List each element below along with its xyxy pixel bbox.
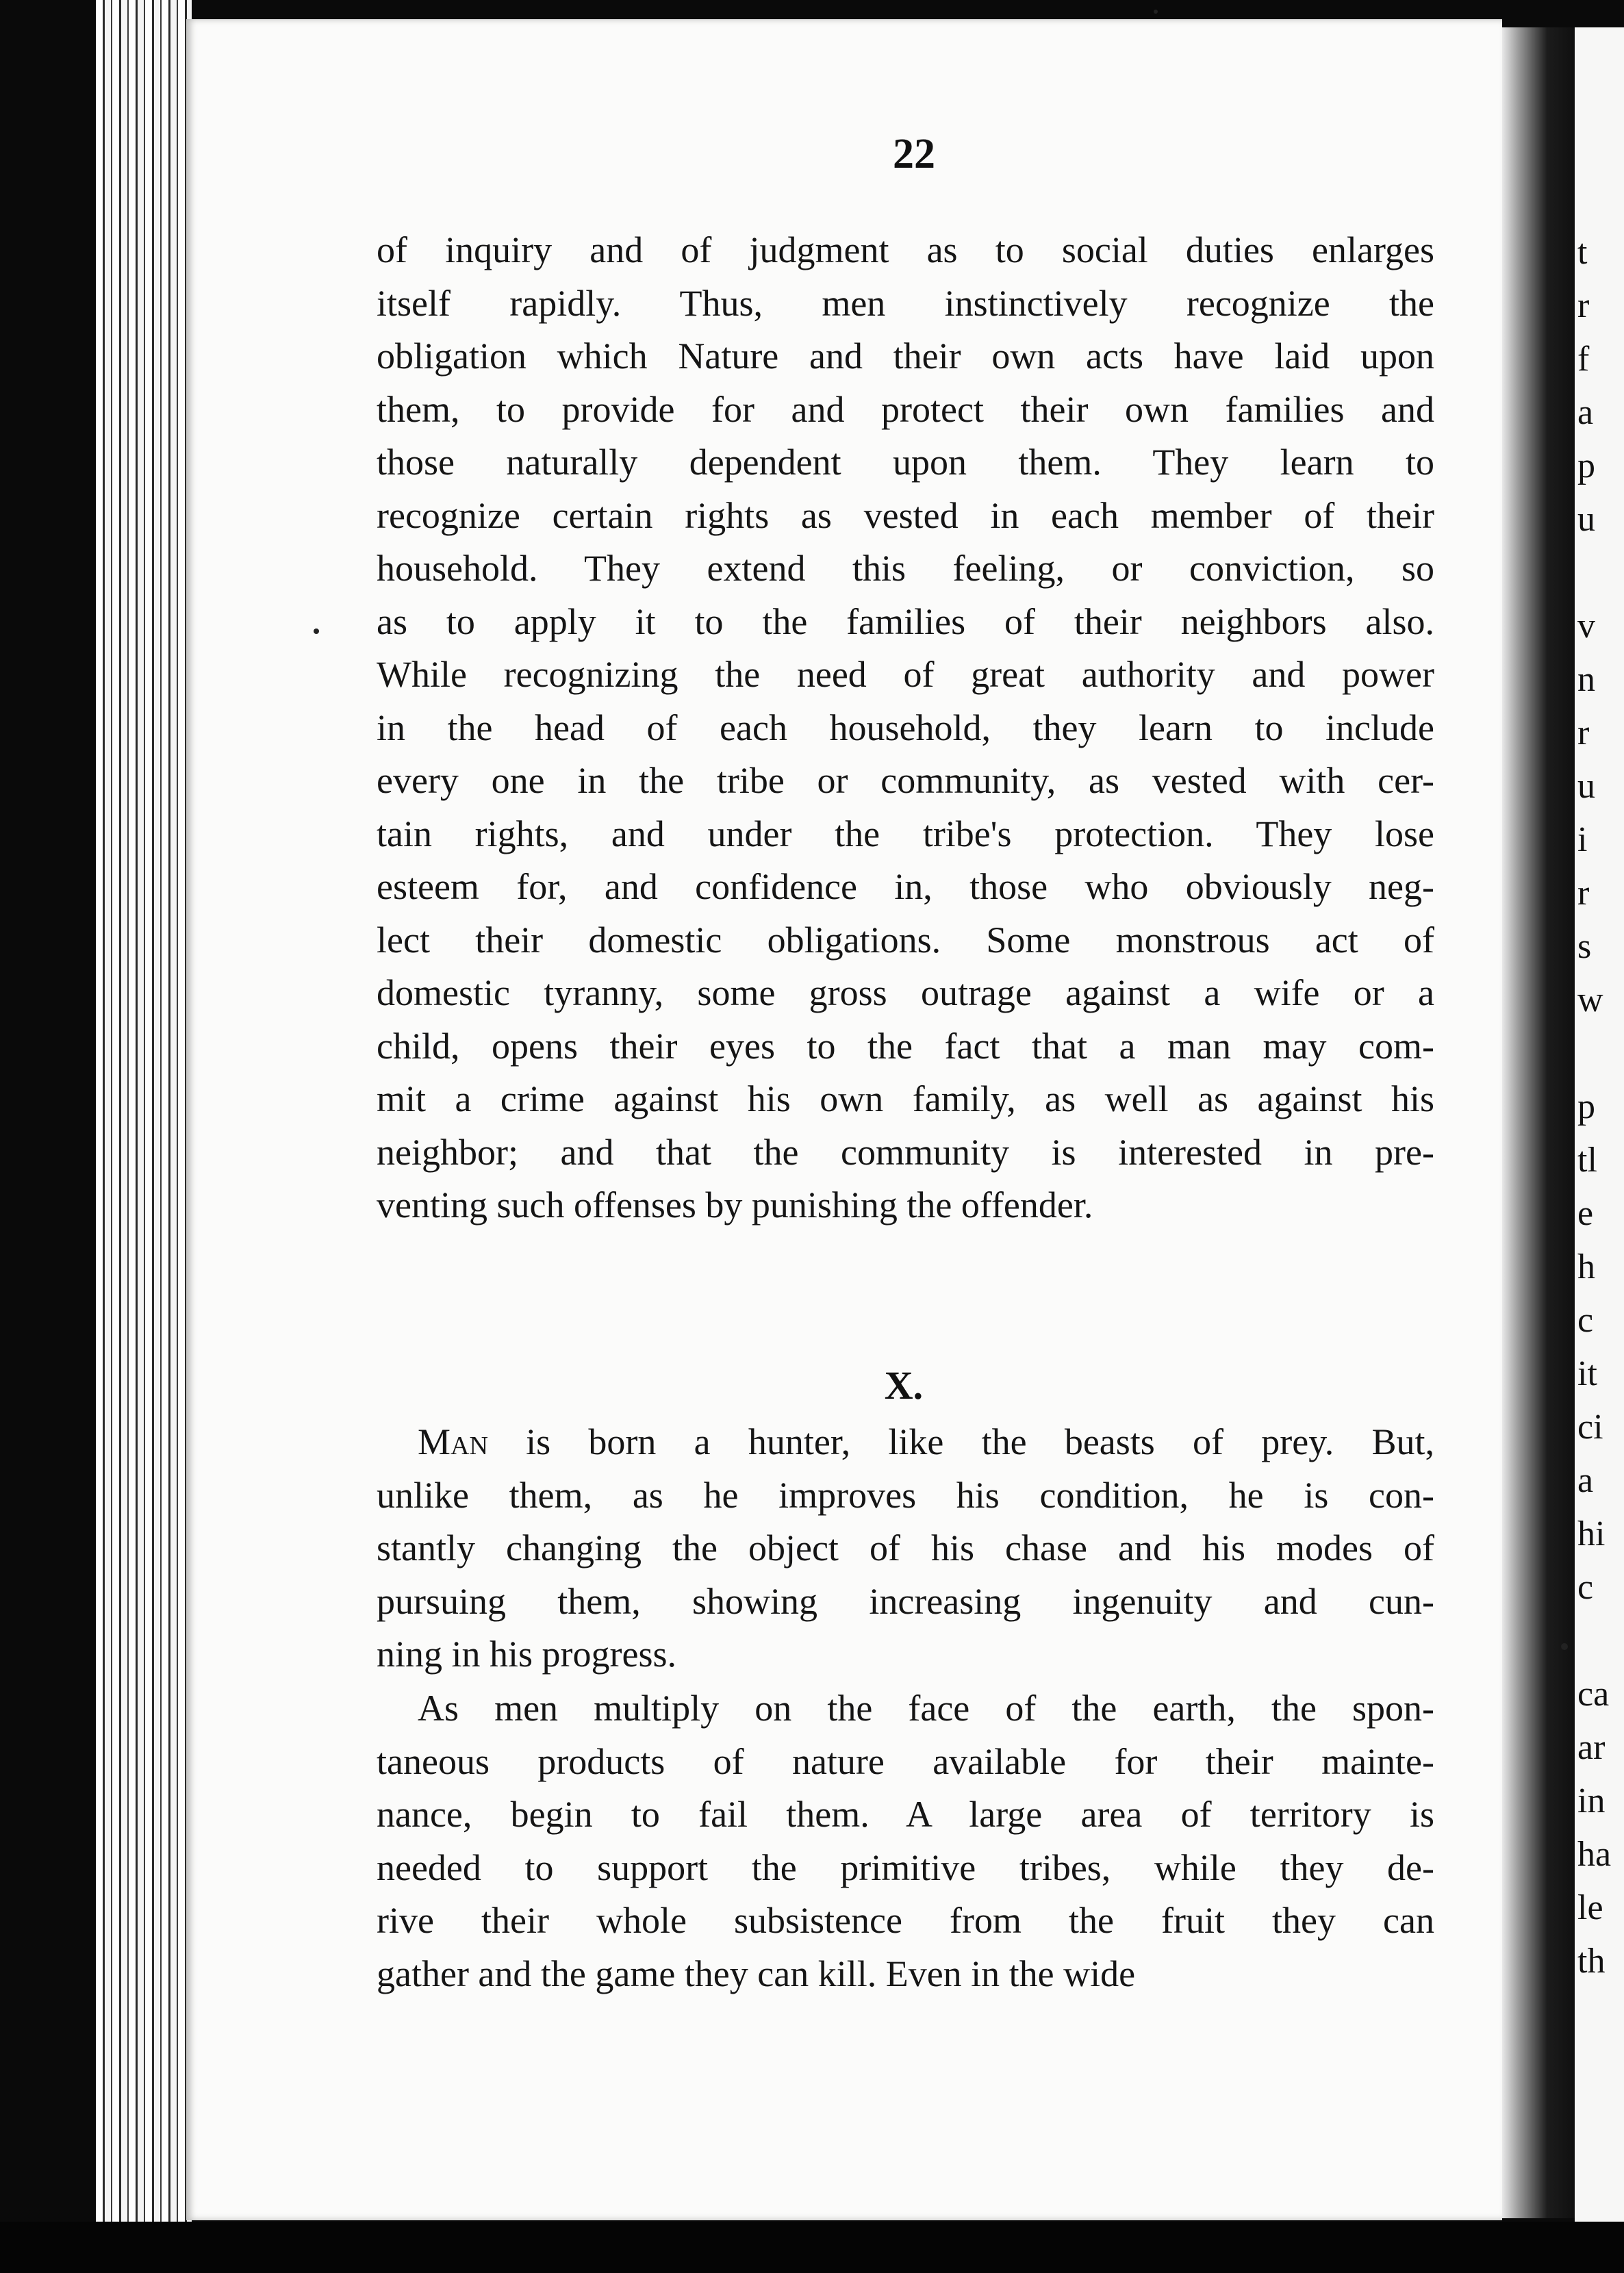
text-line: recognize certain rights as vested in each member of their xyxy=(377,494,1434,536)
facing-page-fragment: f xyxy=(1577,340,1590,379)
text-line: lect their domestic obligations. Some monstrous act of xyxy=(377,919,1434,961)
text-line: pursuing them, showing increasing ingenuity and cun- xyxy=(377,1580,1434,1622)
text-line: As men multiply on the face of the earth, the spon- xyxy=(418,1688,1434,1729)
text-line: itself rapidly. Thus, men instinctively recognize the xyxy=(377,282,1434,324)
facing-page-fragment: c xyxy=(1577,1568,1594,1607)
facing-page-fragment xyxy=(1577,1614,1624,1668)
text-line: tain rights, and under the tribe's protection. They lose xyxy=(377,813,1434,854)
facing-page-fragment: t xyxy=(1577,233,1588,272)
text-line: child, opens their eyes to the fact that a man may com- xyxy=(377,1025,1434,1067)
page-number: 22 xyxy=(893,131,935,177)
facing-page-fragment: ci xyxy=(1577,1408,1603,1447)
facing-page-fragment: r xyxy=(1577,713,1590,752)
text-line: unlike them, as he improves his condition, he is con- xyxy=(377,1474,1434,1516)
facing-page-fragment: a xyxy=(1577,1461,1594,1500)
text-line: While recognizing the need of great authority and power xyxy=(377,654,1434,695)
paragraph-2-body xyxy=(377,1469,1434,1681)
facing-page-fragment: v xyxy=(1577,607,1595,646)
paragraph-1 xyxy=(377,224,1434,1232)
paragraph-2-first-line-rest: is born a hunter, like the beasts of prey. But, xyxy=(487,1421,1434,1462)
text-line: every one in the tribe or community, as vested with cer- xyxy=(377,760,1434,801)
facing-page-fragment: p xyxy=(1577,446,1595,485)
text-line: nance, begin to fail them. A large area of territory is xyxy=(377,1794,1434,1835)
text-line: stantly changing the object of his chase and his modes of xyxy=(377,1527,1434,1569)
text-line: domestic tyranny, some gross outrage against a wife or a xyxy=(377,972,1434,1013)
facing-page-fragment: it xyxy=(1577,1354,1597,1393)
text-line: taneous products of nature available for their mainte- xyxy=(377,1740,1434,1782)
facing-page-fragment: r xyxy=(1577,286,1590,325)
text-line: those naturally dependent upon them. They learn to xyxy=(377,442,1434,483)
text-line: gather and the game they can kill. Even in the wide xyxy=(377,1953,1136,1994)
text-line: obligation which Nature and their own acts have laid upon xyxy=(377,335,1434,377)
text-line: rive their whole subsistence from the fruit they can xyxy=(377,1900,1434,1941)
book-page-edges xyxy=(96,0,192,2225)
facing-page-fragment: th xyxy=(1577,1942,1606,1981)
book-gutter-shadow xyxy=(1502,27,1584,2218)
text-line: household. They extend this feeling, or conviction, so xyxy=(377,548,1434,589)
paragraph-2 xyxy=(377,1416,1434,1681)
text-line: them, to provide for and protect their own families and xyxy=(377,388,1434,430)
facing-page-fragment: ar xyxy=(1577,1728,1606,1767)
facing-page-fragment: w xyxy=(1577,980,1603,1019)
text-line: ning in his progress. xyxy=(377,1634,676,1675)
paragraph-2-first-line xyxy=(377,1416,1434,1469)
facing-page-text-fragments xyxy=(1577,226,1624,1988)
scan-speck xyxy=(1154,10,1158,14)
text-line: esteem for, and confidence in, those who obviously neg- xyxy=(377,866,1434,907)
facing-page-fragment: n xyxy=(1577,660,1595,699)
facing-page-fragment: u xyxy=(1577,500,1595,539)
scan-bottom-border xyxy=(0,2222,1624,2273)
facing-page-edge xyxy=(1575,27,1624,2246)
text-line: of inquiry and of judgment as to social duties enlarges xyxy=(377,229,1434,270)
facing-page-fragment: ha xyxy=(1577,1835,1612,1874)
facing-page-fragment: i xyxy=(1577,820,1588,859)
text-line: mit a crime against his own family, as well as against his xyxy=(377,1078,1434,1119)
facing-page-fragment: u xyxy=(1577,767,1595,806)
facing-page-fragment: h xyxy=(1577,1247,1595,1286)
facing-page-fragment: hi xyxy=(1577,1514,1606,1553)
text-line: as to apply it to the families of their neighbors also. xyxy=(377,600,1434,642)
facing-page-fragment: a xyxy=(1577,393,1594,432)
facing-page-fragment: s xyxy=(1577,927,1592,966)
facing-page-fragment: ca xyxy=(1577,1675,1610,1714)
facing-page-fragment: p xyxy=(1577,1087,1595,1126)
text-line: needed to support the primitive tribes, while they de- xyxy=(377,1846,1434,1888)
section-heading: X. xyxy=(884,1363,924,1408)
paragraph-3 xyxy=(377,1682,1434,2001)
paragraph-2-lead-word: Man xyxy=(418,1421,488,1462)
facing-page-fragment xyxy=(1577,1027,1624,1080)
facing-page-fragment: e xyxy=(1577,1194,1594,1233)
facing-page-fragment: c xyxy=(1577,1301,1594,1340)
scan-speck xyxy=(314,628,319,634)
facing-page-fragment: r xyxy=(1577,874,1590,913)
text-line: venting such offenses by punishing the offender. xyxy=(377,1184,1093,1226)
facing-page-fragment xyxy=(1577,546,1624,600)
text-line: neighbor; and that the community is interested in pre- xyxy=(377,1131,1434,1173)
facing-page-fragment: in xyxy=(1577,1781,1606,1820)
facing-page-fragment: tl xyxy=(1577,1141,1597,1180)
text-line: in the head of each household, they learn to include xyxy=(377,707,1434,748)
scan-speck xyxy=(1561,1643,1568,1650)
facing-page-fragment: le xyxy=(1577,1888,1603,1927)
